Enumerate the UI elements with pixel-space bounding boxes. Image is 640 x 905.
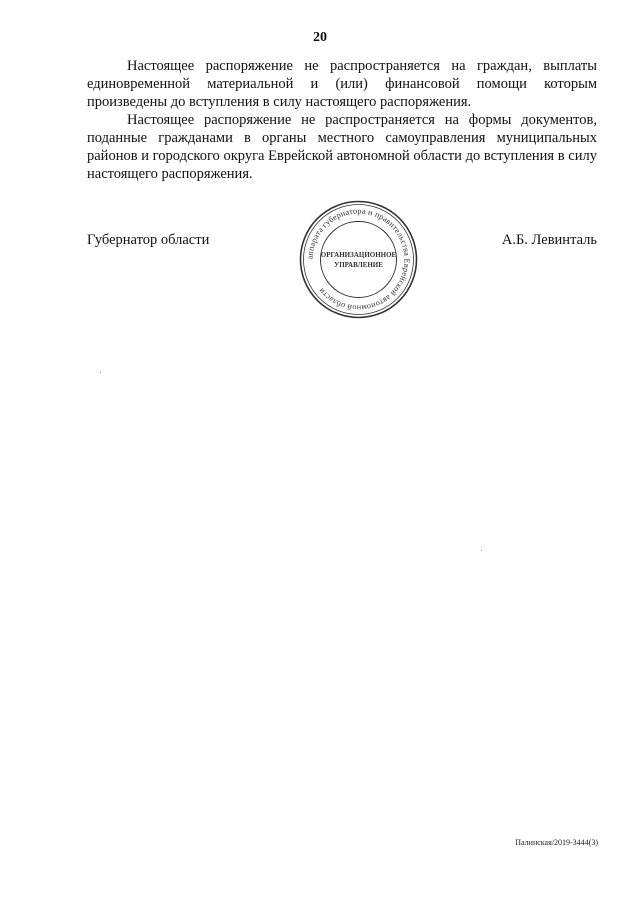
- stamp-seal-icon: [296, 197, 421, 322]
- stamp-center-line1: ОРГАНИЗАЦИОННОЕ: [320, 251, 397, 259]
- footer-code: Палинская/2019-3444(3): [515, 838, 598, 847]
- scan-speck: [481, 550, 482, 551]
- stamp-center-line2: УПРАВЛЕНИЕ: [334, 261, 383, 269]
- stamp-ring-text: аппарата губернатора и правительства Еврейской автономной области: [305, 206, 412, 313]
- signature-name: А.Б. Левинталь: [501, 232, 597, 248]
- scan-speck: [100, 372, 101, 373]
- signature-title: Губернатор области: [87, 232, 210, 248]
- document-body: [87, 57, 597, 183]
- svg-text:аппарата губернатора и правите: [305, 206, 411, 312]
- paragraph-1: Настоящее распоряжение не распространяется на граждан, выплаты единовременной материальной и (или) финансовой помощи которым произведены до вступления в силу настоящего распоряжения.: [87, 58, 597, 110]
- paragraph-2: Настоящее распоряжение не распространяется на формы документов, поданные гражданами в органы местного самоуправления муниципальных районов и городского округа Еврейской автономной области до вступления в силу настоящего распоряжения.: [87, 112, 597, 182]
- page-number: 20: [313, 30, 327, 45]
- official-stamp: [296, 197, 421, 322]
